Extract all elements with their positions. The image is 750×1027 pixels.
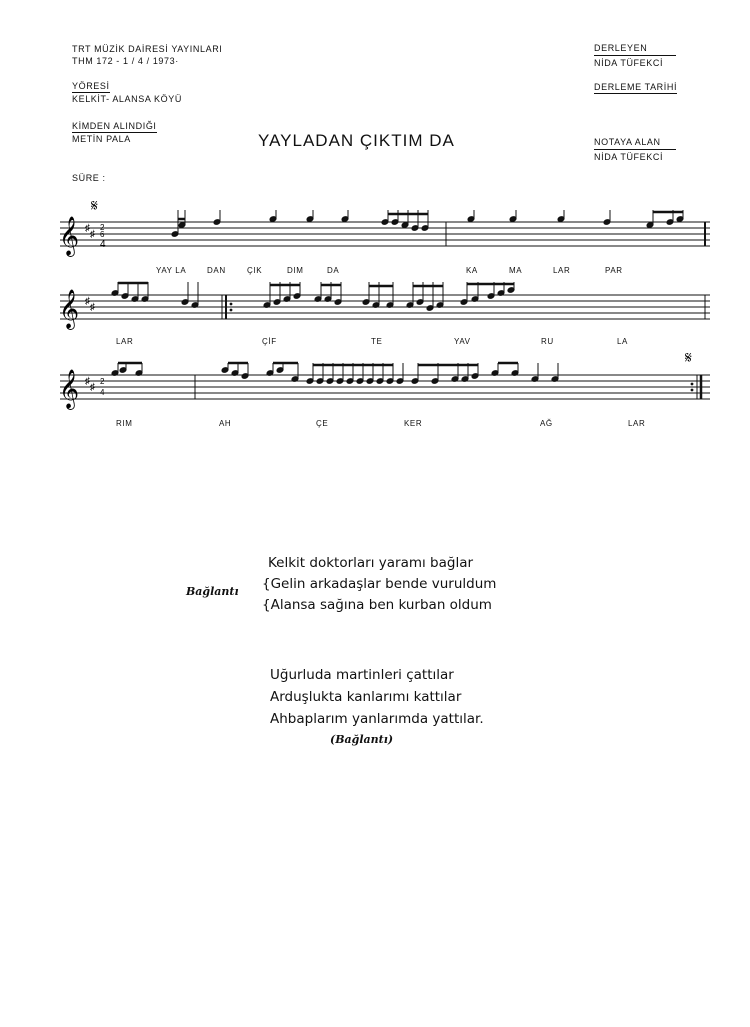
svg-text:𝄞: 𝄞 (59, 216, 80, 256)
catalog-number: THM 172 - 1 / 4 / 1973· (72, 56, 179, 66)
svg-text:♯: ♯ (90, 382, 95, 393)
staff-1-lyric: LAR (553, 266, 571, 275)
svg-text:2: 2 (100, 223, 105, 232)
svg-text:6: 6 (100, 230, 105, 239)
notation-value: NİDA TÜFEKCİ (594, 152, 664, 162)
compiler-label: DERLEYEN (594, 43, 648, 53)
compiler-value: NİDA TÜFEKCİ (594, 58, 664, 68)
svg-text:𝄋: 𝄋 (685, 348, 692, 367)
duration-label: SÜRE : (72, 173, 106, 183)
staff-1-lyric: DA (327, 266, 340, 275)
staff-3-lyric: AĞ (540, 419, 553, 428)
verse-line: Ahbaplarım yanlarımda yattılar. (270, 711, 484, 727)
svg-text:𝄋: 𝄋 (91, 200, 98, 215)
svg-text:4: 4 (100, 388, 105, 397)
verse-line: Uğurluda martinleri çattılar (270, 667, 454, 683)
staff-3-lyric: LAR (628, 419, 646, 428)
rule (594, 149, 676, 150)
source-value: METİN PALA (72, 134, 131, 144)
svg-text:4: 4 (100, 239, 106, 250)
svg-text:♯: ♯ (90, 302, 95, 313)
refrain-line: {Gelin arkadaşlar bende vuruldum (262, 576, 497, 592)
svg-text:𝄞: 𝄞 (59, 289, 80, 329)
publisher: TRT MÜZİK DAİRESİ YAYINLARI (72, 44, 223, 54)
collection-date-label: DERLEME TARİHİ (594, 82, 678, 92)
staff-1-lyric: PAR (605, 266, 623, 275)
svg-text:♯: ♯ (85, 223, 90, 234)
refrain-reference: (Bağlantı) (330, 733, 394, 746)
region-label: YÖRESİ (72, 81, 110, 91)
source-label: KİMDEN ALINDIĞI (72, 121, 157, 131)
song-title: YAYLADAN ÇIKTIM DA (258, 131, 455, 150)
staff-1-lyric: KA (466, 266, 478, 275)
verse-line: Arduşlukta kanlarımı kattılar (270, 689, 462, 705)
region-value: KELKİT- ALANSA KÖYÜ (72, 94, 182, 104)
staff-1-lyric: DAN (207, 266, 226, 275)
staff-1-lyric: ÇIK (247, 266, 263, 275)
staff-2-lyric: RU (541, 337, 554, 346)
staff-2-lyric: LAR (116, 337, 134, 346)
staff-2 (55, 280, 715, 335)
staff-2-lyric: LA (617, 337, 628, 346)
svg-text:♯: ♯ (90, 229, 95, 240)
staff-1-lyric: YAY LA (156, 266, 187, 275)
staff-3 (55, 345, 715, 415)
notation-label: NOTAYA ALAN (594, 137, 661, 147)
staff-1 (55, 200, 715, 265)
staff-2-lyric: YAV (454, 337, 471, 346)
svg-text:♯: ♯ (85, 376, 90, 387)
refrain-label: Bağlantı (186, 585, 239, 598)
rule (594, 55, 676, 56)
svg-text:2: 2 (100, 377, 105, 386)
staff-3-lyric: KER (404, 419, 423, 428)
staff-2-lyric: TE (371, 337, 383, 346)
staff-3-lyric: AH (219, 419, 232, 428)
staff-2-lyric: ÇİF (262, 337, 277, 346)
refrain-line: {Alansa sağına ben kurban oldum (262, 597, 492, 613)
staff-3-lyric: RIM (116, 419, 133, 428)
svg-text:𝄞: 𝄞 (59, 369, 80, 409)
svg-text:♯: ♯ (85, 296, 90, 307)
staff-1-lyric: DIM (287, 266, 304, 275)
staff-3-lyric: ÇE (316, 419, 329, 428)
staff-1-lyric: MA (509, 266, 523, 275)
refrain-line: Kelkit doktorları yaramı bağlar (268, 555, 474, 571)
